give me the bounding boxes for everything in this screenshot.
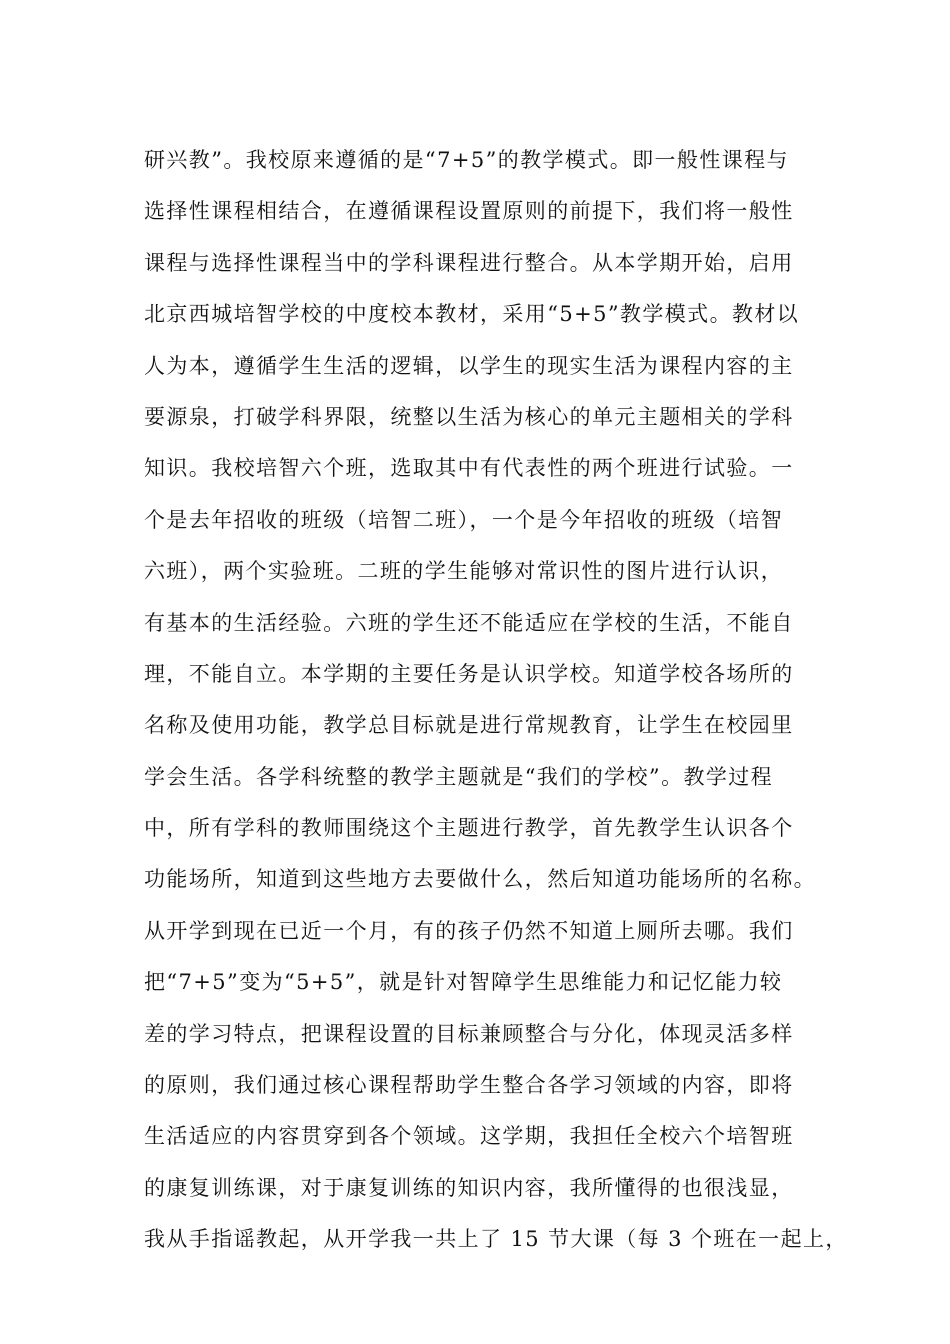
text-line: 个是去年招收的班级（培智二班），一个是今年招收的班级（培智 (144, 507, 784, 532)
text-line: 功能场所，知道到这些地方去要做什么，然后知道功能场所的名称。 (144, 867, 816, 892)
text-line: 把“7+5”变为“5+5”，就是针对智障学生思维能力和记忆能力较 (144, 970, 783, 995)
body-text (144, 135, 848, 1266)
text-line: 名称及使用功能，教学总目标就是进行常规教育，让学生在校园里 (144, 713, 794, 738)
text-line: 人为本，遵循学生生活的逻辑，以学生的现实生活为课程内容的主 (144, 353, 794, 378)
text-line: 理，不能自立。本学期的主要任务是认识学校。知道学校各场所的 (144, 661, 794, 686)
text-line: 生活适应的内容贯穿到各个领域。这学期，我担任全校六个培智班 (144, 1124, 794, 1149)
text-line: 中，所有学科的教师围绕这个主题进行教学，首先教学生认识各个 (144, 816, 794, 841)
text-line: 我从手指谣教起，从开学我一共上了 15 节大课（每 3 个班在一起上， (144, 1227, 848, 1252)
text-line: 知识。我校培智六个班，选取其中有代表性的两个班进行试验。一 (144, 456, 794, 481)
text-line: 研兴教”。我校原来遵循的是“7+5”的教学模式。即一般性课程与 (144, 148, 789, 172)
text-line: 学会生活。各学科统整的教学主题就是“我们的学校”。教学过程 (144, 764, 774, 789)
text-line: 从开学到现在已近一个月，有的孩子仍然不知道上厕所去哪。我们 (144, 918, 794, 943)
text-line: 课程与选择性课程当中的学科课程进行整合。从本学期开始，启用 (144, 250, 794, 275)
text-line: 有基本的生活经验。六班的学生还不能适应在学校的生活，不能自 (144, 610, 794, 635)
text-line: 北京西城培智学校的中度校本教材，采用“5+5”教学模式。教材以 (144, 302, 800, 327)
text-line: 要源泉，打破学科界限，统整以生活为核心的单元主题相关的学科 (144, 404, 794, 429)
text-line: 六班），两个实验班。二班的学生能够对常识性的图片进行认识， (144, 559, 784, 584)
text-line: 的原则，我们通过核心课程帮助学生整合各学习领域的内容，即将 (144, 1073, 794, 1098)
text-line: 差的学习特点，把课程设置的目标兼顾整合与分化，体现灵活多样 (144, 1021, 794, 1046)
text-line: 的康复训练课，对于康复训练的知识内容，我所懂得的也很浅显， (144, 1175, 794, 1200)
text-line: 选择性课程相结合，在遵循课程设置原则的前提下，我们将一般性 (144, 199, 794, 224)
